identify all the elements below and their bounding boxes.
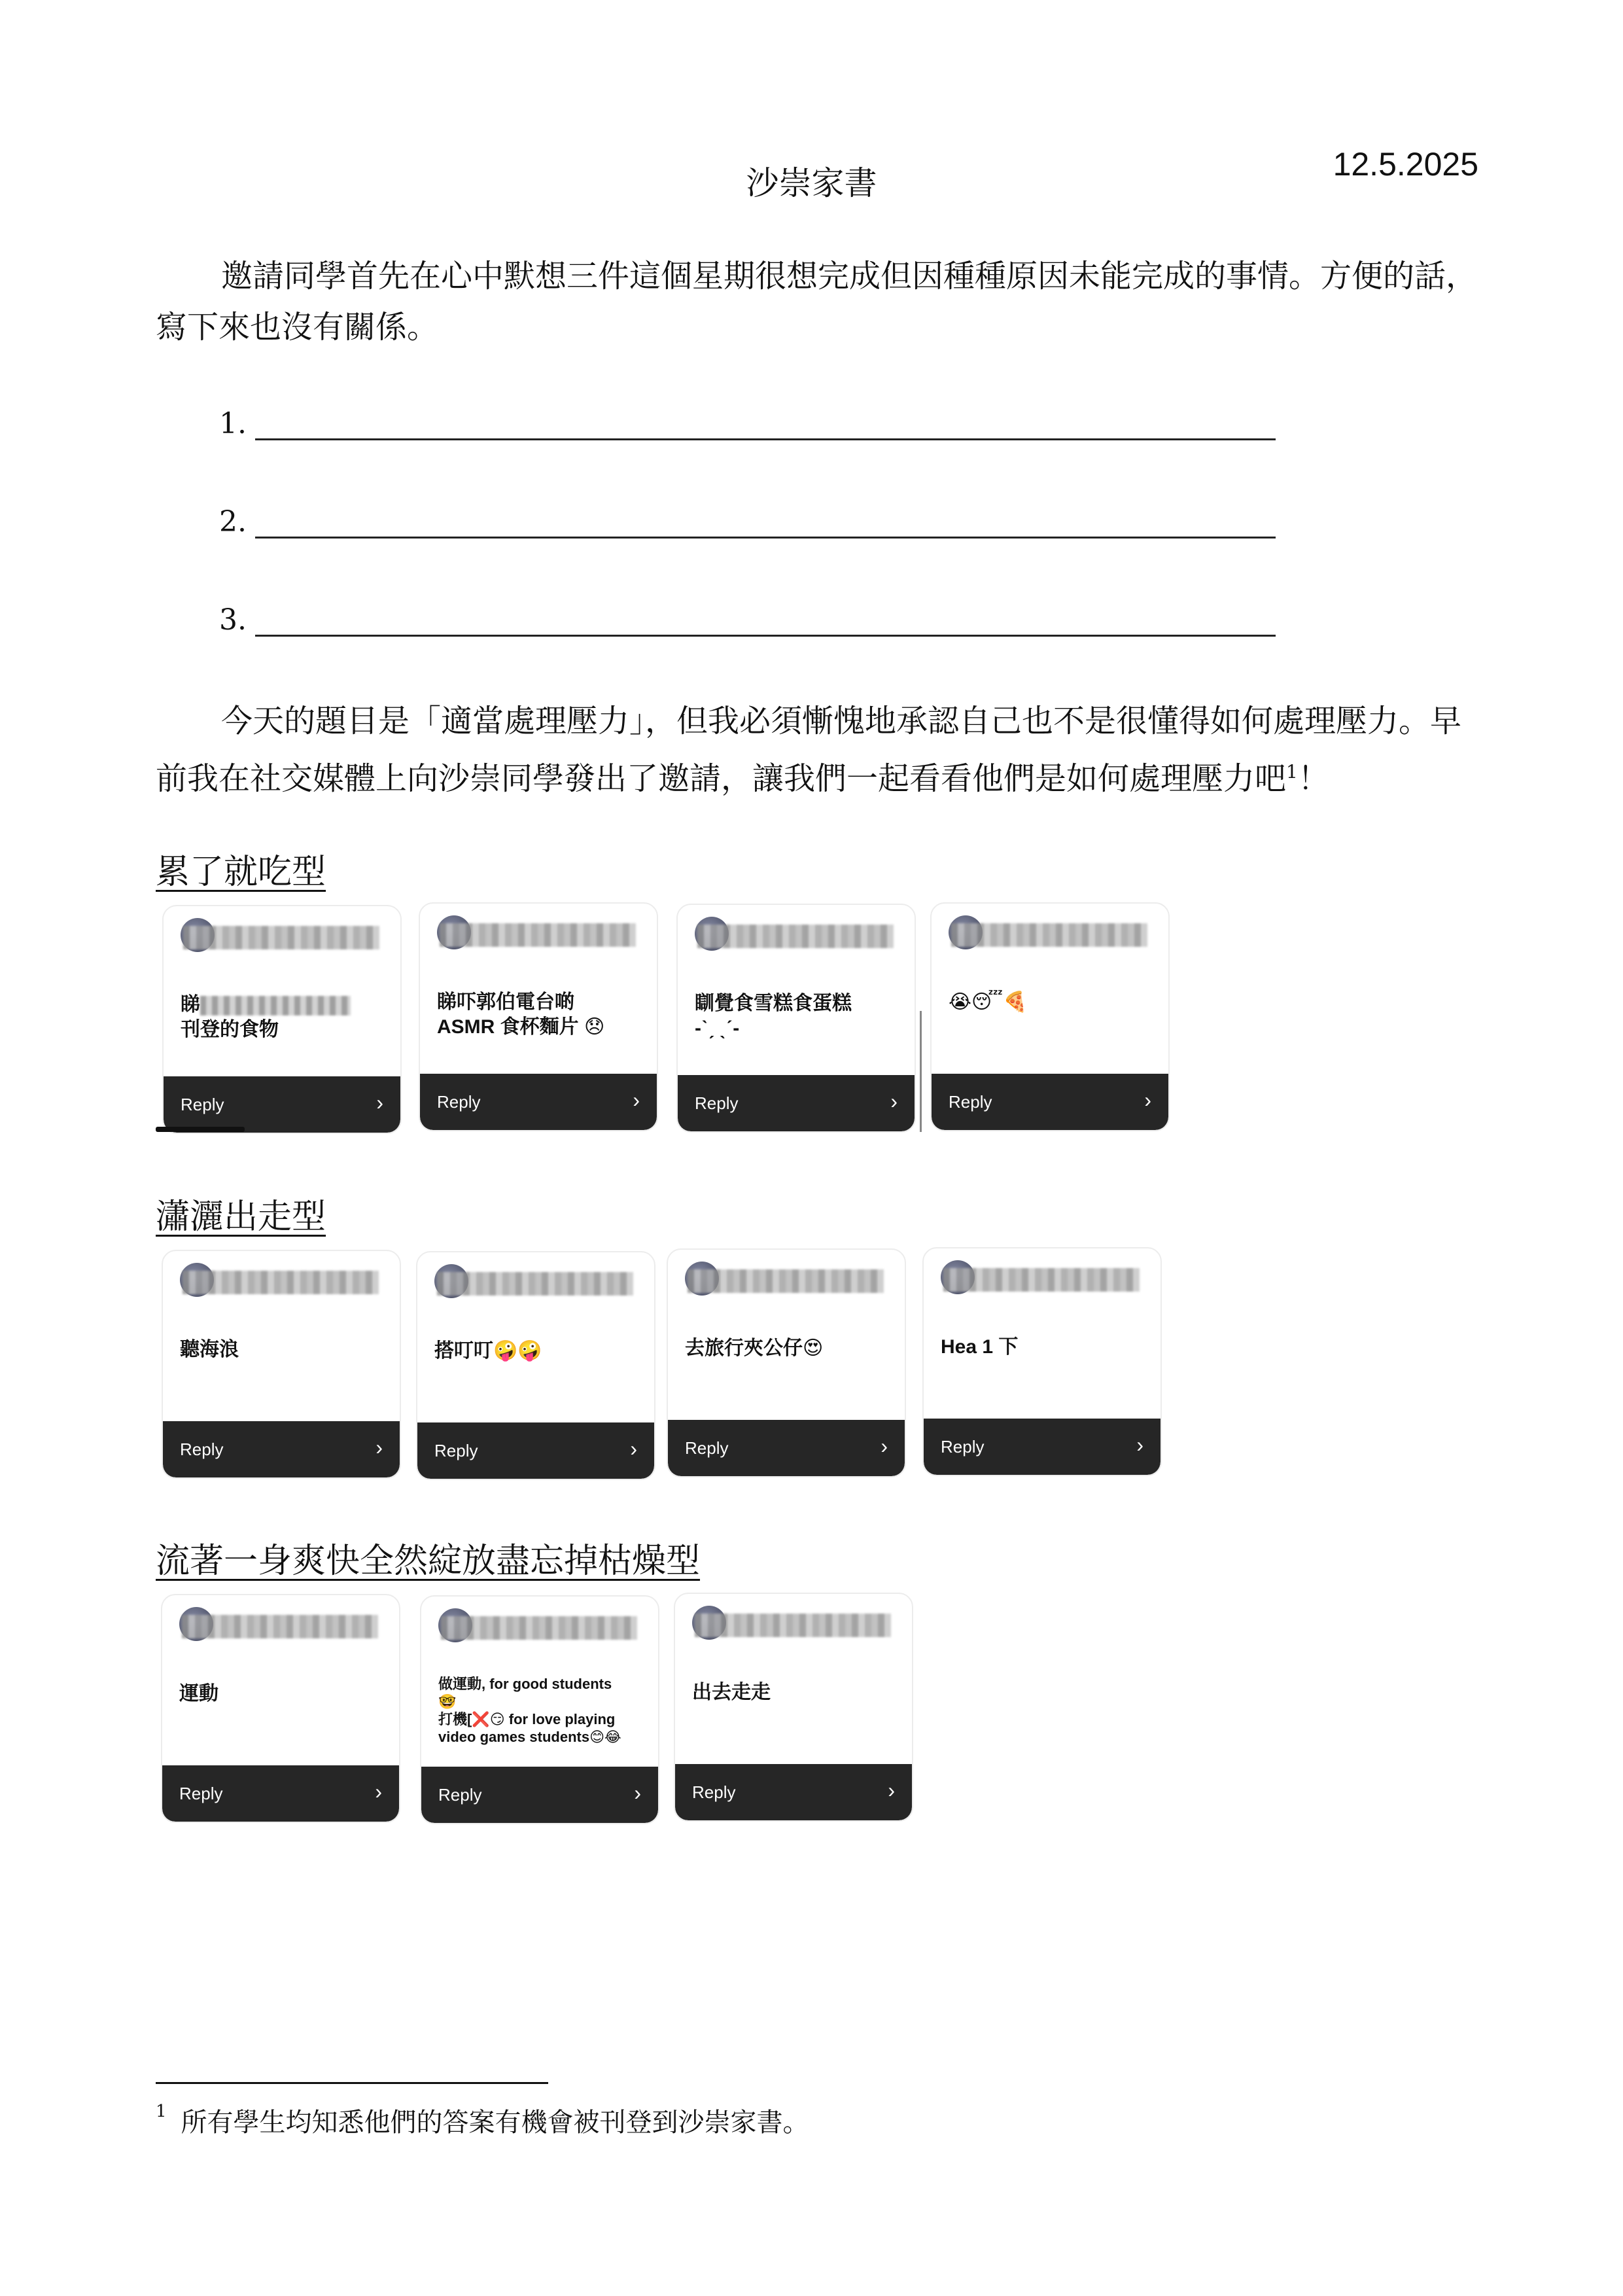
comment-card: [420, 1595, 659, 1824]
comment-text: 搭叮叮🤪🤪: [434, 1340, 542, 1362]
chevron-right-icon: ›: [633, 1088, 640, 1112]
section-heading-exercise: 流著一身爽快全然綻放盡忘掉枯燥型: [156, 1542, 701, 1581]
reply-bar[interactable]: [932, 1074, 1168, 1130]
footnote-mark: 1: [156, 2102, 167, 2121]
redacted-username: [437, 1272, 633, 1296]
redacted-username: [183, 926, 379, 949]
answer-line-3[interactable]: [219, 603, 247, 637]
redacted-username: [183, 1271, 379, 1294]
reply-label: Reply: [181, 1095, 224, 1114]
redacted-username: [182, 1615, 378, 1638]
chevron-right-icon: ›: [1144, 1088, 1151, 1112]
comment-text: Hea 1 下: [941, 1336, 1019, 1358]
comment-text: 😭😴🍕: [949, 991, 1028, 1013]
section-heading-eat: 累了就吃型: [156, 853, 326, 892]
chevron-right-icon: ›: [1136, 1433, 1143, 1457]
reply-label: Reply: [434, 1441, 478, 1460]
reply-bar[interactable]: [420, 1074, 657, 1130]
reply-label: Reply: [438, 1785, 482, 1805]
redacted-username: [951, 923, 1147, 947]
footnote-text: 所有學生均知悉他們的答案有機會被刊登到沙崇家書。: [181, 2108, 809, 2138]
reply-bar[interactable]: [421, 1767, 658, 1823]
redacted-username: [441, 1616, 637, 1640]
reply-bar[interactable]: [164, 1076, 400, 1133]
reply-label: Reply: [685, 1438, 729, 1458]
chevron-right-icon: ›: [888, 1778, 895, 1802]
reply-bar[interactable]: [162, 1765, 399, 1822]
footnote-ref[interactable]: 1: [1286, 761, 1298, 783]
reply-label: Reply: [949, 1092, 992, 1112]
answer-number: 3.: [219, 603, 247, 637]
redacted-username: [695, 1614, 891, 1637]
reply-label: Reply: [179, 1784, 223, 1803]
reply-bar[interactable]: [924, 1419, 1161, 1475]
answer-line-1[interactable]: [219, 407, 247, 440]
redacted-username: [440, 923, 636, 947]
reply-bar[interactable]: [675, 1764, 912, 1820]
redacted-username: [943, 1268, 1140, 1292]
reply-label: Reply: [692, 1782, 736, 1802]
chevron-right-icon: ›: [634, 1781, 641, 1805]
reply-label: Reply: [695, 1093, 739, 1113]
comment-card: [922, 1247, 1162, 1476]
comment-card: [674, 1593, 913, 1822]
comment-text: 做運動, for good students 🤓 打機[❌😏 for love playing video games students😊😂: [438, 1676, 621, 1745]
topic-paragraph: [156, 696, 1480, 804]
comment-card: [676, 904, 916, 1133]
divider: [156, 1127, 245, 1132]
page-title: 沙崇家書: [746, 164, 877, 202]
answer-number: 1.: [219, 407, 247, 440]
answer-line-2[interactable]: [219, 505, 247, 539]
comment-card: [930, 902, 1170, 1131]
reply-bar[interactable]: [668, 1420, 905, 1476]
redacted-username: [697, 925, 894, 948]
topic-text: 今天的題目是「適當處理壓力」，但我必須慚愧地承認自己也不是很懂得如何處理壓力。早前我在社交媒體上向沙崇同學發出了邀請，讓我們一起看看他們是如何處理壓力吧: [156, 703, 1462, 797]
intro-text: 邀請同學首先在心中默想三件這個星期很想完成但因種種原因未能完成的事情。方便的話，寫下來也沒有關係。: [156, 258, 1478, 345]
chevron-right-icon: ›: [890, 1089, 898, 1113]
comment-card: [161, 1594, 400, 1823]
intro-paragraph: [156, 251, 1480, 353]
comment-card: [419, 902, 658, 1131]
date: 12.5.2025: [1333, 146, 1478, 183]
footnote-rule: [156, 2082, 548, 2084]
comment-text: 睇吓郭伯電台啲 ASMR 食杯麵片 😞: [437, 991, 605, 1038]
reply-bar[interactable]: [417, 1422, 654, 1479]
comment-text: 瞓覺食雪糕食蛋糕 -ˋˏ ˎˊ-: [695, 993, 852, 1039]
redacted-username: [688, 1269, 884, 1293]
footnote: [156, 2102, 809, 2139]
chevron-right-icon: ›: [630, 1437, 637, 1460]
chevron-right-icon: ›: [375, 1436, 383, 1459]
comment-text: 睇 刊登的食物: [181, 993, 390, 1042]
chevron-right-icon: ›: [375, 1780, 382, 1803]
reply-label: Reply: [180, 1439, 224, 1459]
divider: [920, 1011, 922, 1132]
chevron-right-icon: ›: [376, 1091, 383, 1114]
comment-text: 運動: [179, 1683, 218, 1704]
comment-text: 去旅行夾公仔😍: [685, 1337, 824, 1359]
reply-label: Reply: [941, 1437, 985, 1457]
answer-number: 2.: [219, 505, 247, 539]
comment-card: [416, 1251, 655, 1480]
section-heading-escape: 瀟灑出走型: [156, 1197, 326, 1237]
reply-bar[interactable]: [163, 1421, 400, 1477]
topic-end: ！: [1297, 760, 1329, 797]
comment-text: 出去走走: [692, 1682, 771, 1703]
reply-bar[interactable]: [678, 1075, 915, 1131]
comment-text: 聽海浪: [180, 1339, 239, 1360]
comment-card: [667, 1248, 906, 1477]
redacted-text: [200, 996, 351, 1016]
reply-label: Reply: [437, 1092, 481, 1112]
comment-card: [162, 1250, 401, 1479]
comment-card: [162, 905, 402, 1134]
chevron-right-icon: ›: [881, 1434, 888, 1458]
